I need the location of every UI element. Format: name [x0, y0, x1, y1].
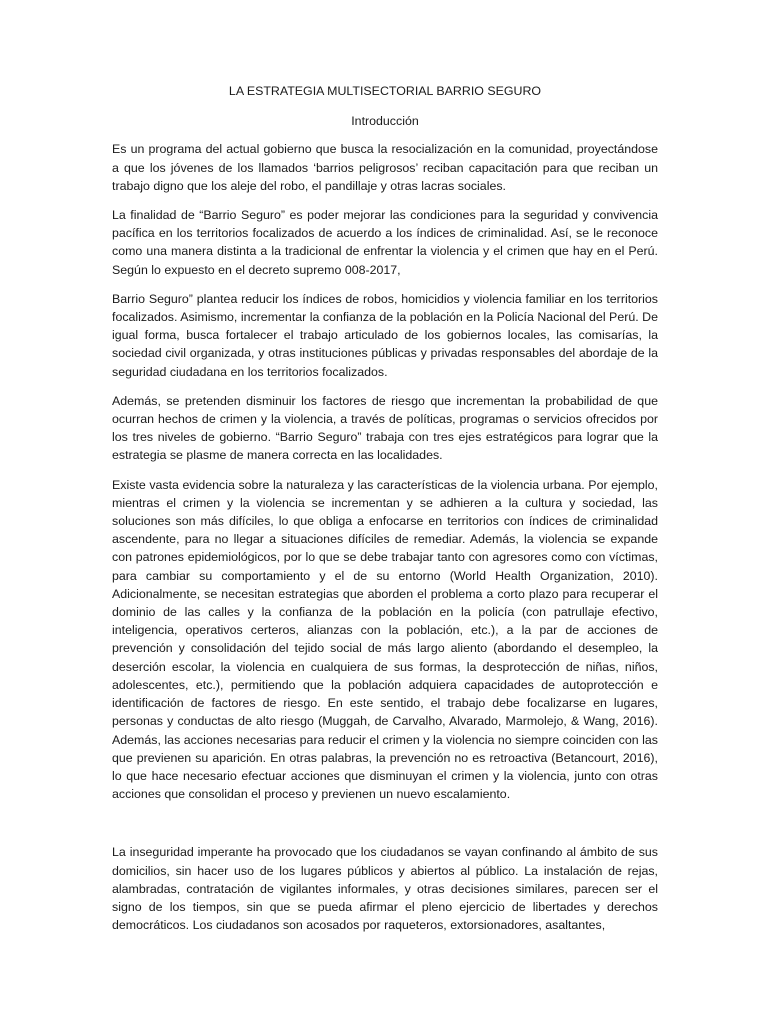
- paragraph-4: Además, se pretenden disminuir los factores de riesgo que incrementan la probabilidad de que ocurran hechos de crimen y la violencia, a través de políticas, programas o servicios ofrecidos por los tres niveles de gobierno. “Barrio Seguro” trabaja con tres ejes estratégicos para lograr que la estrategia se plasme de manera correcta en las localidades.: [112, 393, 658, 463]
- document-title: LA ESTRATEGIA MULTISECTORIAL BARRIO SEGURO: [228, 84, 542, 98]
- paragraph-3: Barrio Seguro” plantea reducir los índices de robos, homicidios y violencia familiar en los territorios focalizados. Asimismo, incrementar la confianza de la población en la Policía Nacional del Perú. De igual forma, busca fortalecer el trabajo articulado de los gobiernos locales, las comisarías, la sociedad civil organizada, y otras instituciones públicas y privadas responsables del abordaje de la seguridad ciudadana en los territorios focalizados.: [112, 291, 658, 379]
- paragraph-1: Es un programa del actual gobierno que busca la resocialización en la comunidad, proyectándose a que los jóvenes de los llamados ‘barrios peligrosos’ reciban capacitación para que reciban un trabajo digno que los aleje del robo, el pandillaje y otras lacras sociales.: [112, 142, 658, 193]
- paragraph-5: Existe vasta evidencia sobre la naturaleza y las características de la violencia urbana. Por ejemplo, mientras el crimen y la violencia se incrementan y se adhieren a la cultura y sociedad, las soluciones son más difíciles, lo que obliga a enfocarse en territorios con índices de criminalidad ascendente, para no llegar a situaciones difíciles de remediar. Además, la violencia se expande con patrones epidemiológicos, por lo que se debe trabajar tanto con agresores como con víctimas, para cambiar su comportamiento y el de su entorno (World Health Organization, 2010). Adicionalmente, se necesitan estrategias que aborden el problema a corto plazo para recuperar el dominio de las calles y la confianza de la población en la policía (con patrullaje efectivo, inteligencia, operativos certeros, alianzas con la población, etc.), a la par de acciones de prevención y consolidación del tejido social de más largo aliento (abordando el desempleo, la deserción escolar, la violencia en cualquiera de sus formas, la desprotección de niñas, niños, adolescentes, etc.), permitiendo que la población adquiera capacidades de autoprotección e identificación de factores de riesgo. En este sentido, el trabajo debe focalizarse en lugares, personas y conductas de alto riesgo (Muggah, de Carvalho, Alvarado, Marmolejo, & Wang, 2016). Además, las acciones necesarias para reducir el crimen y la violencia no siempre coinciden con las que previenen su aparición. En otras palabras, la prevención no es retroactiva (Betancourt, 2016), lo que hace necesario efectuar acciones que disminuyan el crimen y la violencia, junto con otras acciones que consolidan el proceso y previenen un nuevo escalamiento.: [112, 477, 658, 802]
- paragraph-2: La finalidad de “Barrio Seguro” es poder mejorar las condiciones para la seguridad y convivencia pacífica en los territorios focalizados de acuerdo a los índices de criminalidad. Así, se le reconoce como una manera distinta a la tradicional de enfrentar la violencia y el crimen que hay en el Perú. Según lo expuesto en el decreto supremo 008-2017,: [112, 208, 658, 277]
- document-page: [112, 82, 658, 945]
- section-heading-introduccion: Introducción: [351, 114, 419, 129]
- paragraph-6: La inseguridad imperante ha provocado que los ciudadanos se vayan confinando al ámbito de sus domicilios, sin hacer uso de los lugares públicos y abiertos al público. La instalación de rejas, alambradas, contratación de vigilantes informales, y otras decisiones similares, parecen ser el signo de los tiempos, sin que se pueda afirmar el pleno ejercicio de libertades y derechos democráticos. Los ciudadanos son acosados por raqueteros, extorsionadores, asaltantes,: [112, 845, 658, 933]
